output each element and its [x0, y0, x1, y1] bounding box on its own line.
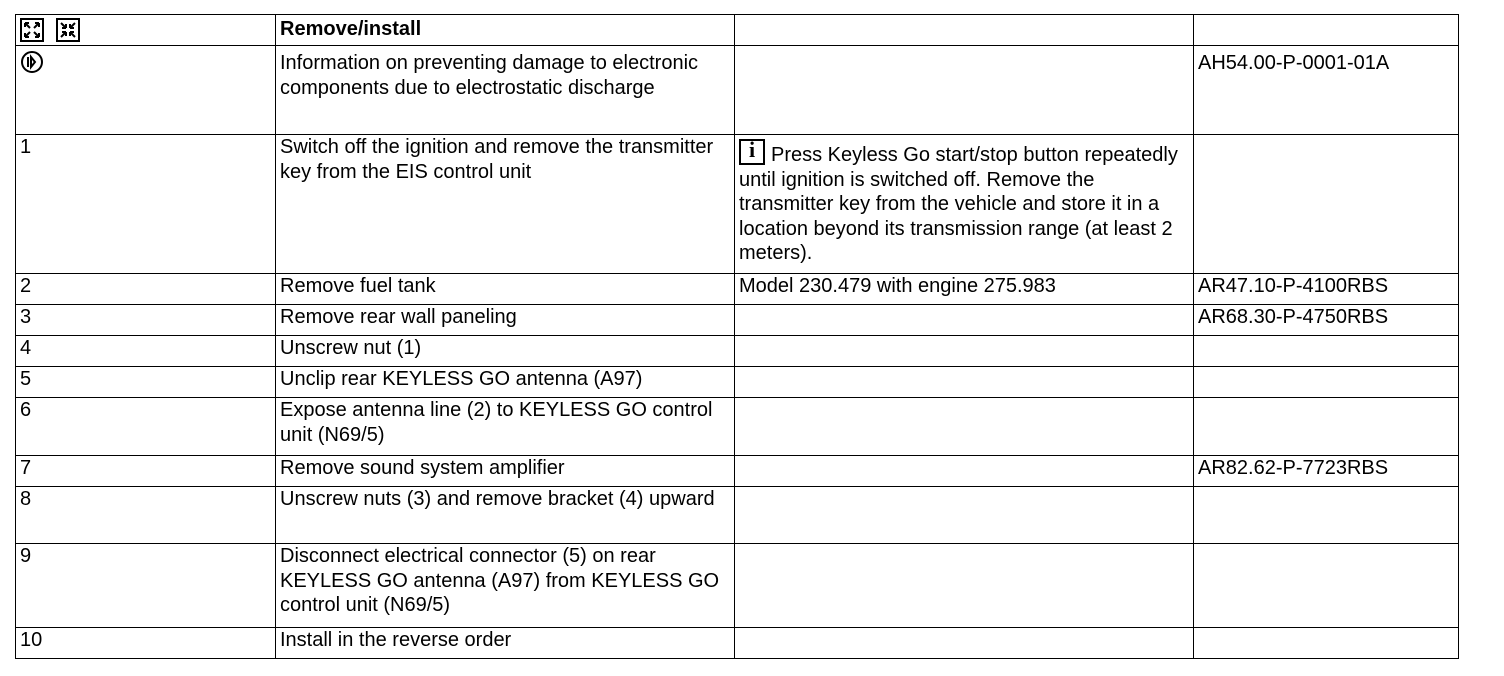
- step-note: [735, 487, 1194, 544]
- step-number: 3: [16, 305, 276, 336]
- step-text: Disconnect electrical connector (5) on rear KEYLESS GO antenna (A97) from KEYLESS GO control unit (N69/5): [276, 544, 735, 628]
- step-text: Unscrew nuts (3) and remove bracket (4) upward: [276, 487, 735, 544]
- esd-text: Information on preventing damage to electronic components due to electrostatic discharge: [276, 46, 735, 135]
- esd-row: [16, 46, 1459, 135]
- step-text: Remove fuel tank: [276, 274, 735, 305]
- step-note: [735, 628, 1194, 659]
- step-ref[interactable]: AR68.30-P-4750RBS: [1194, 305, 1459, 336]
- step-text: Switch off the ignition and remove the transmitter key from the EIS control unit: [276, 135, 735, 274]
- table-row: [16, 398, 1459, 456]
- step-number: 2: [16, 274, 276, 305]
- step-note: [735, 367, 1194, 398]
- step-ref[interactable]: [1194, 544, 1459, 628]
- esd-ref[interactable]: AH54.00-P-0001-01A: [1194, 46, 1459, 135]
- step-number: 10: [16, 628, 276, 659]
- step-number: 1: [16, 135, 276, 274]
- step-number: 9: [16, 544, 276, 628]
- step-ref[interactable]: [1194, 135, 1459, 274]
- step-ref[interactable]: [1194, 367, 1459, 398]
- step-ref[interactable]: [1194, 336, 1459, 367]
- step-ref[interactable]: [1194, 487, 1459, 544]
- step-text: Expose antenna line (2) to KEYLESS GO control unit (N69/5): [276, 398, 735, 456]
- step-text: Install in the reverse order: [276, 628, 735, 659]
- esd-warning-icon: [20, 50, 44, 74]
- step-note: [735, 305, 1194, 336]
- step-note: Model 230.479 with engine 275.983: [735, 274, 1194, 305]
- table-row: [16, 274, 1459, 305]
- table-row: [16, 544, 1459, 628]
- step-number: 4: [16, 336, 276, 367]
- table-row: [16, 305, 1459, 336]
- step-note-cell: [735, 135, 1194, 274]
- step-ref[interactable]: [1194, 628, 1459, 659]
- step-ref[interactable]: [1194, 398, 1459, 456]
- step-note: [735, 544, 1194, 628]
- header-empty-cell: [735, 15, 1194, 46]
- step-number: 8: [16, 487, 276, 544]
- esd-note-cell: [735, 46, 1194, 135]
- header-icons-cell: [16, 15, 276, 46]
- step-ref[interactable]: AR47.10-P-4100RBS: [1194, 274, 1459, 305]
- step-note: [735, 398, 1194, 456]
- table-row: [16, 487, 1459, 544]
- step-note: [735, 336, 1194, 367]
- expand-icon[interactable]: [20, 18, 44, 42]
- table-row: [16, 336, 1459, 367]
- header-empty-cell: [1194, 15, 1459, 46]
- step-text: Remove sound system amplifier: [276, 456, 735, 487]
- step-ref[interactable]: AR82.62-P-7723RBS: [1194, 456, 1459, 487]
- step-note: Press Keyless Go start/stop button repeatedly until ignition is switched off. Remove the transmitter key from the vehicle and store it in a location beyond its transmission range (at least 2 meters).: [739, 144, 1178, 264]
- table-row: [16, 367, 1459, 398]
- step-text: Remove rear wall paneling: [276, 305, 735, 336]
- info-icon: i: [739, 139, 765, 165]
- procedure-table: [15, 14, 1459, 659]
- table-row: [16, 628, 1459, 659]
- step-note: [735, 456, 1194, 487]
- header-title: Remove/install: [276, 15, 735, 46]
- collapse-icon[interactable]: [56, 18, 80, 42]
- step-number: 5: [16, 367, 276, 398]
- step-text: Unclip rear KEYLESS GO antenna (A97): [276, 367, 735, 398]
- step-number: 6: [16, 398, 276, 456]
- esd-icon-cell: [16, 46, 276, 135]
- header-row: [16, 15, 1459, 46]
- table-row: [16, 135, 1459, 274]
- step-text: Unscrew nut (1): [276, 336, 735, 367]
- step-number: 7: [16, 456, 276, 487]
- table-row: [16, 456, 1459, 487]
